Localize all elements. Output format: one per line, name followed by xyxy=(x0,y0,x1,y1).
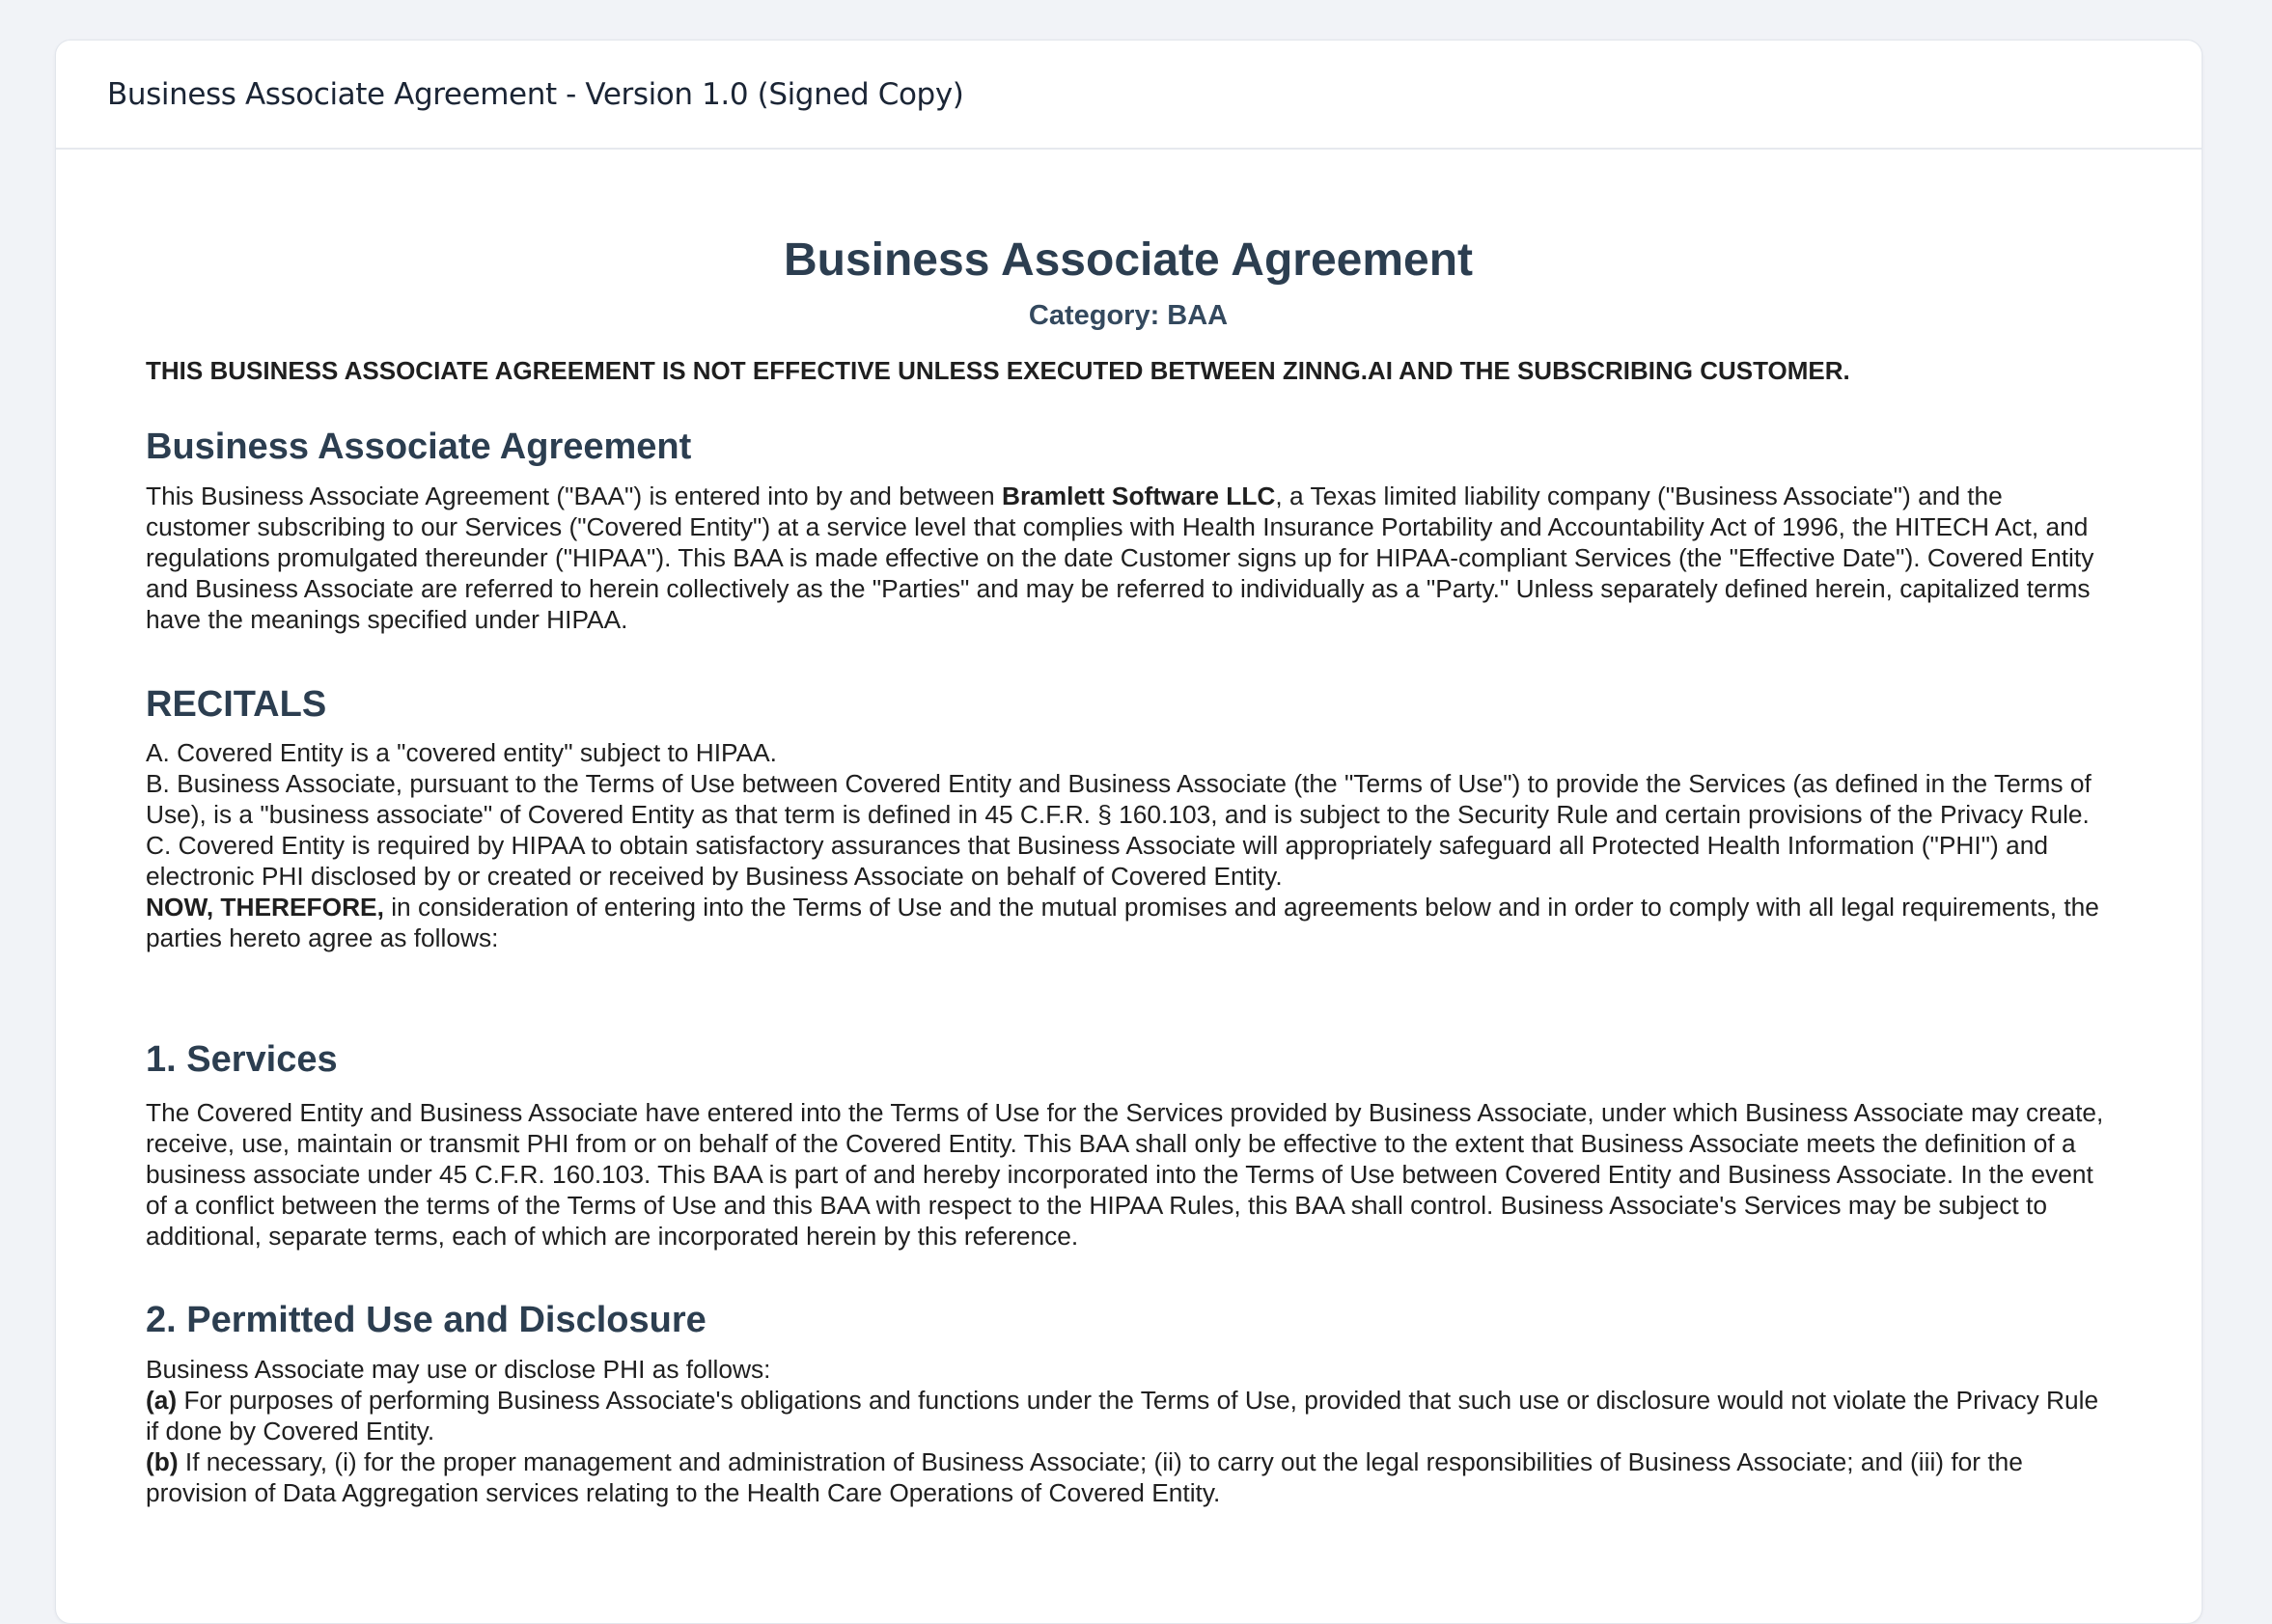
now-therefore-text: in consideration of entering into the Terms of Use and the mutual promises and agreements below and in order to comply with all legal requirements, the parties hereto agree as follows: xyxy=(146,893,2099,953)
item-b-label: (b) xyxy=(146,1447,179,1477)
item-a-label: (a) xyxy=(146,1386,178,1416)
intro-text-before: This Business Associate Agreement ("BAA") is entered into by and between xyxy=(146,481,1002,510)
document-title: Business Associate Agreement xyxy=(783,234,1474,286)
permitted-use-list xyxy=(146,1354,2111,1508)
document-category: Category: BAA xyxy=(1028,300,1229,332)
company-name: Bramlett Software LLC xyxy=(1001,481,1276,510)
permitted-item-a xyxy=(146,1385,2111,1446)
intro-paragraph xyxy=(146,481,2111,635)
section-heading-recitals: RECITALS xyxy=(146,683,327,725)
viewer-title: Business Associate Agreement - Version 1.0 (Signed Copy) xyxy=(107,76,964,112)
recital-now-therefore xyxy=(146,892,2111,953)
recital-b: B. Business Associate, pursuant to the Terms of Use between Covered Entity and Business Associate (the "Terms of Use") to provide the Services (as defined in the Terms of Use), is a "business associate" of Covered Entity as that term is defined in 45 C.F.R. § 160.103, and is subject to the Security Rule and certain provisions of the Privacy Rule. xyxy=(146,769,2092,830)
effectiveness-warning: THIS BUSINESS ASSOCIATE AGREEMENT IS NOT EFFECTIVE UNLESS EXECUTED BETWEEN ZINNG.AI AND THE SUBSCRIBING CUSTOMER. xyxy=(146,356,1850,386)
section-heading-permitted-use: 2. Permitted Use and Disclosure xyxy=(146,1299,707,1340)
recitals-list xyxy=(146,737,2111,953)
intro-text-after: , a Texas limited liability company ("Business Associate") and the customer subscribing to our Services ("Covered Entity") at a service level that complies with Health Insurance Portability and Accountability Act of 1996, the HITECH Act, and regulations promulgated thereunder ("HIPAA"). This BAA is made effective on the date Customer signs up for HIPAA-compliant Services (the "Effective Date"). Covered Entity and Business Associate are referred to herein collectively as the "Parties" and may be referred to individually as a "Party." Unless separately defined herein, capitalized terms have the meanings specified under HIPAA. xyxy=(146,481,2094,634)
services-paragraph: The Covered Entity and Business Associate have entered into the Terms of Use for the Services provided by Business Associate, under which Business Associate may create, receive, use, maintain or transmit PHI from or on behalf of the Covered Entity. This BAA shall only be effective to the extent that Business Associate meets the definition of a business associate under 45 C.F.R. 160.103. This BAA is part of and hereby incorporated into the Terms of Use between Covered Entity and Business Associate. In the event of a conflict between the terms of the Terms of Use and this BAA with respect to the HIPAA Rules, this BAA shall control. Business Associate's Services may be subject to additional, separate terms, each of which are incorporated herein by this reference. xyxy=(146,1097,2104,1251)
section-heading-services: 1. Services xyxy=(146,1039,338,1081)
item-b-text: If necessary, (i) for the proper management and administration of Business Associate; (ii) to carry out the legal responsibilities of Business Associate; and (iii) for the provision of Data Aggregation services relating to the Health Care Operations of Covered Entity. xyxy=(146,1447,2023,1508)
permitted-item-b xyxy=(146,1446,2111,1508)
recital-a: A. Covered Entity is a "covered entity" subject to HIPAA. xyxy=(146,738,777,768)
document-body[interactable] xyxy=(56,150,2202,1508)
viewer-header xyxy=(56,41,2202,150)
now-therefore-label: NOW, THEREFORE, xyxy=(146,893,384,922)
document-viewer-card xyxy=(55,40,2203,1624)
permitted-intro: Business Associate may use or disclose PHI as follows: xyxy=(146,1355,771,1385)
section-heading-baa: Business Associate Agreement xyxy=(146,426,692,467)
item-a-text: For purposes of performing Business Associate's obligations and functions under the Terms of Use, provided that such use or disclosure would not violate the Privacy Rule if done by Covered Entity. xyxy=(146,1386,2099,1446)
recital-c: C. Covered Entity is required by HIPAA to obtain satisfactory assurances that Business Associate will appropriately safeguard all Protected Health Information ("PHI") and electronic PHI disclosed by or created or received by Business Associate on behalf of Covered Entity. xyxy=(146,831,2048,892)
